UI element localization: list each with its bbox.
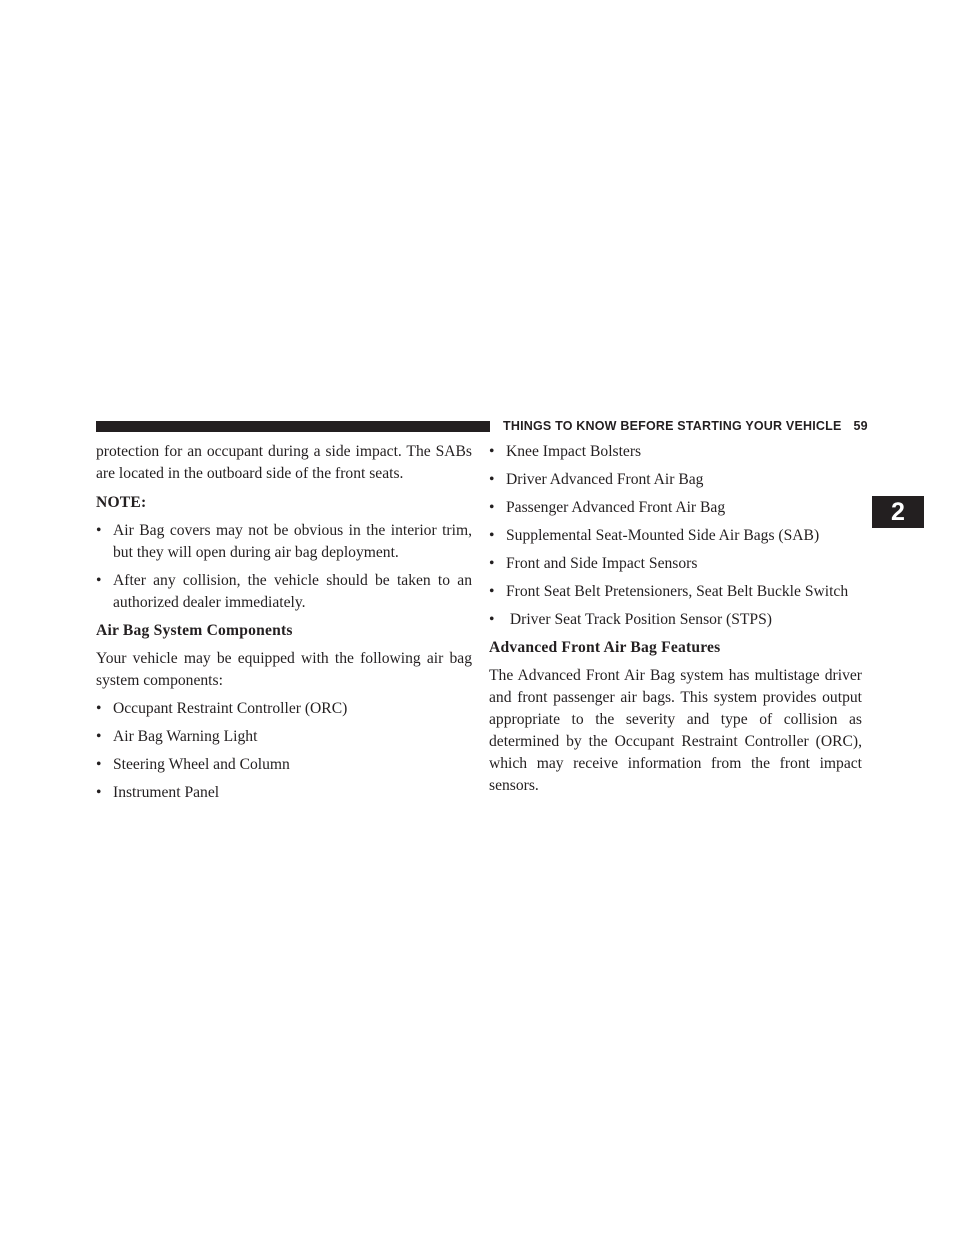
bullet-icon: • [489,527,495,544]
chapter-tab: 2 [872,496,924,528]
bullet-icon: • [96,700,102,717]
list-item [96,570,472,614]
bullet-icon: • [96,522,102,539]
list-item-text: Passenger Advanced Front Air Bag [506,499,726,516]
components-intro: Your vehicle may be equipped with the following air bag system components: [96,650,472,689]
running-header [503,419,868,433]
left-column [96,438,472,804]
bullet-icon: • [489,555,495,572]
components-list [96,698,472,804]
section-title: THINGS TO KNOW BEFORE STARTING YOUR VEHICLE [503,419,842,433]
features-paragraph: The Advanced Front Air Bag system has multistage driver and front passenger air bags. This system provides output appropriate to the severity and type of collision as determined by the Occupant Restraint Controller (ORC), which may receive information from the front impact sensors. [489,667,862,794]
section-heading: Air Bag System Components [96,622,293,639]
list-item [489,553,862,575]
list-item [489,469,862,491]
list-item [489,609,862,631]
bullet-icon: • [96,784,102,801]
list-item-text: Instrument Panel [113,784,220,801]
list-item-text: Air Bag covers may not be obvious in the interior trim, but they will open during air bag deployment. [113,522,472,561]
list-item-text: Occupant Restraint Controller (ORC) [113,700,348,717]
list-item-text: Driver Seat Track Position Sensor (STPS) [506,611,772,628]
components-list-continued [489,441,862,631]
bullet-icon: • [96,728,102,745]
note-list [96,520,472,614]
section-heading: Advanced Front Air Bag Features [489,639,721,656]
bullet-icon: • [489,611,495,628]
list-item [96,520,472,564]
intro-paragraph: protection for an occupant during a side impact. The SABs are located in the outboard side of the front seats. [96,443,472,482]
bullet-icon: • [489,471,495,488]
list-item [489,525,862,547]
list-item [96,782,472,804]
list-item-text: Knee Impact Bolsters [506,443,642,460]
header-rule [96,421,490,432]
list-item-text: Steering Wheel and Column [113,756,290,773]
bullet-icon: • [96,756,102,773]
list-item-text: Supplemental Seat-Mounted Side Air Bags (SAB) [506,527,820,544]
list-item [96,726,472,748]
list-item-text: Front Seat Belt Pretensioners, Seat Belt Buckle Switch [506,583,849,600]
bullet-icon: • [489,443,495,460]
bullet-icon: • [96,572,102,589]
list-item-text: After any collision, the vehicle should be taken to an authorized dealer immediately. [113,572,472,611]
list-item [96,754,472,776]
list-item [96,698,472,720]
list-item [489,441,862,463]
list-item-text: Air Bag Warning Light [113,728,258,745]
right-column [489,438,862,797]
list-item-text: Driver Advanced Front Air Bag [506,471,704,488]
page-number: 59 [853,419,868,433]
bullet-icon: • [489,583,495,600]
note-label: NOTE: [96,494,147,511]
bullet-icon: • [489,499,495,516]
list-item-text: Front and Side Impact Sensors [506,555,698,572]
list-item [489,581,862,603]
list-item [489,497,862,519]
